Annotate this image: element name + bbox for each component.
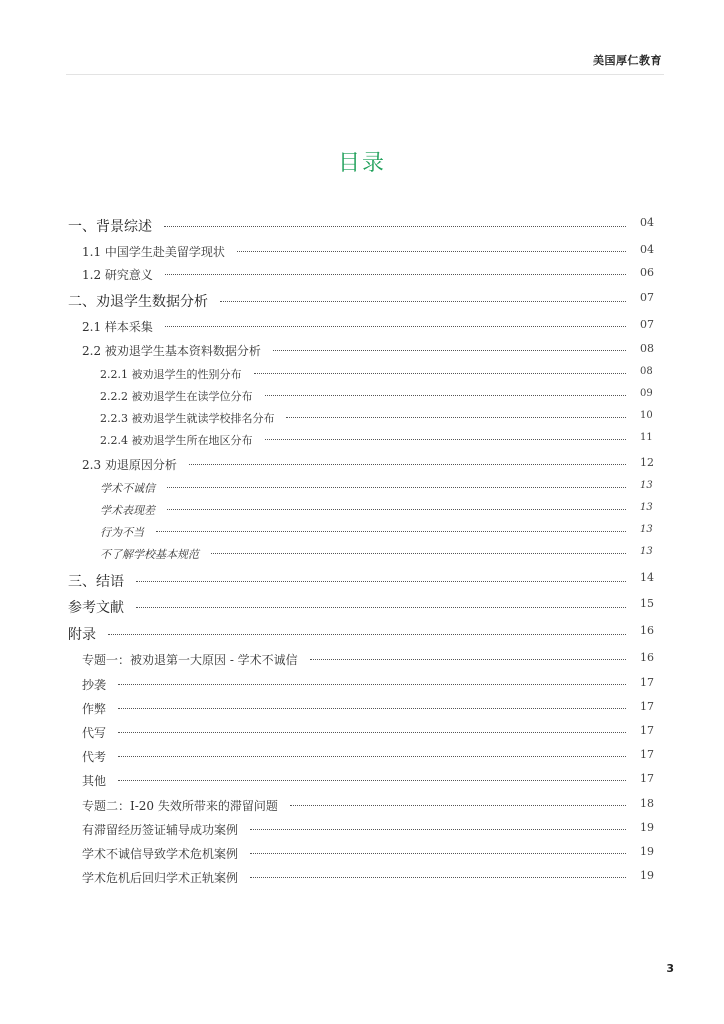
toc-entry-page: 04 [640, 216, 654, 229]
toc-entry-page: 13 [640, 480, 653, 491]
toc-entry[interactable] [82, 821, 654, 838]
toc-entry-label: 2.2.3 被劝退学生就读学校排名分布 [100, 412, 275, 425]
toc-entry-page: 17 [640, 724, 654, 737]
toc-entry[interactable] [82, 266, 654, 283]
toc-entry-label: 行为不当 [100, 526, 144, 539]
dot-leader [254, 373, 627, 374]
toc-entry-label: 学术不诚信 [100, 482, 155, 495]
dot-leader [118, 708, 626, 709]
dot-leader [108, 634, 626, 635]
toc-entry[interactable] [82, 797, 654, 814]
toc-entry-page: 16 [640, 651, 654, 664]
toc-entry-page: 16 [640, 624, 654, 637]
dot-leader [165, 326, 626, 327]
dot-leader [164, 226, 626, 227]
toc-entry[interactable] [68, 624, 654, 644]
toc-entry[interactable] [100, 432, 653, 448]
toc-entry-label: 不了解学校基本规范 [100, 548, 199, 561]
dot-leader [250, 829, 626, 830]
toc-entry-page: 18 [640, 797, 654, 810]
toc-entry-label: 2.3 劝退原因分析 [82, 458, 177, 472]
toc-title: 目录 [337, 151, 386, 176]
dot-leader [310, 659, 626, 660]
toc-entry-label: 学术危机后回归学术正轨案例 [82, 871, 239, 885]
toc-entry-page: 04 [640, 243, 654, 256]
toc-entry-page: 07 [640, 291, 654, 304]
dot-leader [265, 395, 627, 396]
dot-leader [167, 487, 626, 488]
toc-entry-page: 06 [640, 266, 654, 279]
toc-entry-page: 17 [640, 748, 654, 761]
dot-leader [118, 780, 626, 781]
toc-entry[interactable] [82, 243, 654, 260]
toc-entry[interactable] [68, 291, 654, 311]
toc-entry-page: 07 [640, 318, 654, 331]
dot-leader [118, 756, 626, 757]
toc-entry-label: 2.2.1 被劝退学生的性别分布 [100, 368, 242, 381]
toc-entry[interactable] [82, 676, 654, 693]
toc-entry[interactable] [100, 388, 653, 404]
toc-entry-label: 代考 [82, 750, 107, 764]
toc-entry[interactable] [82, 456, 654, 473]
toc-entry-page: 17 [640, 772, 654, 785]
toc-entry-page: 08 [640, 342, 654, 355]
dot-leader [273, 350, 626, 351]
toc-entry[interactable] [68, 571, 654, 591]
toc-entry-label: 2.2.4 被劝退学生所在地区分布 [100, 434, 253, 447]
toc-entry-page: 09 [640, 388, 653, 399]
dot-leader [136, 581, 626, 582]
dot-leader [165, 274, 626, 275]
dot-leader [167, 509, 626, 510]
toc-entry-label: 1.2 研究意义 [82, 268, 153, 282]
toc-entry-label: 二、劝退学生数据分析 [68, 294, 208, 310]
toc-entry-label: 作弊 [82, 702, 107, 716]
toc-entry-page: 14 [640, 571, 654, 584]
toc-entry-page: 13 [640, 546, 653, 557]
dot-leader [250, 877, 626, 878]
toc-entry-page: 19 [640, 869, 654, 882]
toc-entry-page: 13 [640, 502, 653, 513]
header-brand: 美国厚仁教育 [593, 54, 662, 67]
toc-entry-label: 专题一：被劝退第一大原因 - 学术不诚信 [82, 653, 298, 667]
dot-leader [118, 732, 626, 733]
toc-entry-label: 2.1 样本采集 [82, 320, 153, 334]
toc-entry[interactable] [68, 216, 654, 236]
toc-entry[interactable] [82, 700, 654, 717]
toc-entry-label: 有滞留经历签证辅导成功案例 [82, 823, 239, 837]
toc-entry[interactable] [100, 524, 653, 540]
toc-entry-page: 15 [640, 597, 654, 610]
toc-entry-page: 17 [640, 700, 654, 713]
dot-leader [265, 439, 627, 440]
toc-entry-label: 附录 [68, 627, 96, 643]
toc-entry[interactable] [82, 651, 654, 668]
toc-entry-label: 学术不诚信导致学术危机案例 [82, 847, 239, 861]
toc-entry-page: 12 [640, 456, 654, 469]
toc-entry[interactable] [82, 845, 654, 862]
dot-leader [290, 805, 626, 806]
toc-entry-page: 10 [640, 410, 653, 421]
toc-entry[interactable] [82, 342, 654, 359]
toc-entry[interactable] [82, 748, 654, 765]
toc-entry-label: 学术表现差 [100, 504, 155, 517]
dot-leader [286, 417, 626, 418]
toc-entry[interactable] [82, 318, 654, 335]
toc-entry-label: 2.2.2 被劝退学生在读学位分布 [100, 390, 253, 403]
toc-entry-label: 三、结语 [68, 574, 124, 590]
toc-entry[interactable] [100, 502, 653, 518]
toc-entry-page: 13 [640, 524, 653, 535]
dot-leader [211, 553, 626, 554]
toc-entry-label: 专题二：I-20 失效所带来的滞留问题 [82, 799, 278, 813]
toc-entry[interactable] [82, 724, 654, 741]
toc-entry[interactable] [82, 869, 654, 886]
dot-leader [250, 853, 626, 854]
toc-entry[interactable] [100, 366, 653, 382]
dot-leader [220, 301, 626, 302]
toc-entry-label: 参考文献 [68, 600, 124, 616]
header-divider [66, 74, 664, 75]
toc-entry-label: 2.2 被劝退学生基本资料数据分析 [82, 344, 261, 358]
toc-entry-label: 抄袭 [82, 678, 107, 692]
toc-entry-page: 19 [640, 845, 654, 858]
toc-entry-page: 17 [640, 676, 654, 689]
dot-leader [118, 684, 626, 685]
page-number: 3 [666, 962, 674, 975]
toc-entry-page: 08 [640, 366, 653, 377]
toc-entry[interactable] [100, 410, 653, 426]
toc-entry-page: 11 [640, 432, 653, 443]
toc-entry[interactable] [68, 597, 654, 617]
toc-entry-label: 1.1 中国学生赴美留学现状 [82, 245, 225, 259]
toc-entry-page: 19 [640, 821, 654, 834]
toc-entry[interactable] [100, 546, 653, 562]
dot-leader [156, 531, 626, 532]
toc-entry-label: 代写 [82, 726, 107, 740]
dot-leader [136, 607, 626, 608]
dot-leader [189, 464, 626, 465]
toc-entry-label: 一、背景综述 [68, 219, 152, 235]
toc-entry[interactable] [100, 480, 653, 496]
toc-entry[interactable] [82, 772, 654, 789]
toc-entry-label: 其他 [82, 774, 107, 788]
dot-leader [237, 251, 626, 252]
